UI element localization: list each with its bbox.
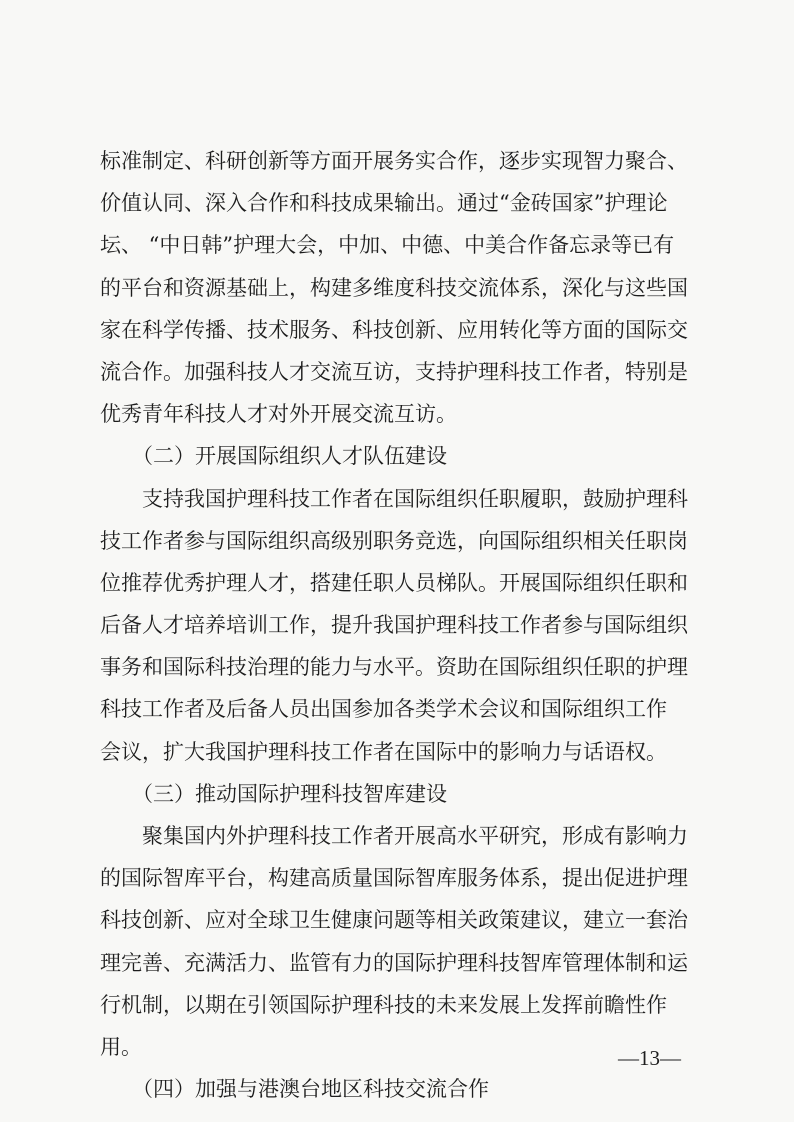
- text-line: 标准制定、科研创新等方面开展务实合作，逐步实现智力聚合、: [100, 149, 688, 173]
- text-line: 家在科学传播、技术服务、科技创新、应用转化等方面的国际交: [100, 317, 688, 342]
- text-line: 理完善、充满活力、监管有力的国际护理科技智库管理体制和运: [100, 950, 688, 975]
- text-line: 坛、 “中日韩”护理大会，中加、中德、中美合作备忘录等已有: [100, 233, 675, 258]
- text-line: 的平台和资源基础上，构建多维度科技交流体系，深化与这些国: [100, 275, 688, 300]
- text-line: 后备人才培养培训工作，提升我国护理科技工作者参与国际组织: [100, 613, 688, 638]
- page-number: —13—: [618, 1046, 681, 1070]
- text-line: 会议，扩大我国护理科技工作者在国际中的影响力与话语权。: [100, 739, 667, 764]
- section-heading: （三）推动国际护理科技智库建设: [132, 781, 447, 806]
- text-line: 科技工作者及后备人员出国参加各类学术会议和国际组织工作: [100, 697, 667, 722]
- text-line: 用。: [100, 1034, 142, 1059]
- body-text: [100, 140, 710, 1110]
- text-line: 行机制，以期在引领国际护理科技的未来发展上发挥前瞻性作: [100, 992, 667, 1017]
- text-line: 位推荐优秀护理人才，搭建任职人员梯队。开展国际组织任职和: [100, 570, 688, 595]
- text-line: 流合作。加强科技人才交流互访，支持护理科技工作者，特别是: [100, 359, 688, 384]
- text-line: 优秀青年科技人才对外开展交流互访。: [100, 402, 457, 427]
- text-line: 聚集国内外护理科技工作者开展高水平研究，形成有影响力: [142, 824, 688, 848]
- text-line: 价值认同、深入合作和科技成果输出。通过“金砖国家”护理论: [100, 191, 668, 216]
- text-line: 技工作者参与国际组织高级别职务竞选，向国际组织相关任职岗: [100, 528, 688, 553]
- text-line: 事务和国际科技治理的能力与水平。资助在国际组织任职的护理: [100, 655, 688, 680]
- section-heading: （四）加强与港澳台地区科技交流合作: [132, 1077, 489, 1102]
- section-heading: （二）开展国际组织人才队伍建设: [132, 444, 447, 469]
- text-line: 支持我国护理科技工作者在国际组织任职履职，鼓励护理科: [142, 486, 688, 511]
- text-line: 的国际智库平台，构建高质量国际智库服务体系，提出促进护理: [100, 866, 688, 891]
- text-line: 科技创新、应对全球卫生健康问题等相关政策建议，建立一套治: [100, 908, 688, 933]
